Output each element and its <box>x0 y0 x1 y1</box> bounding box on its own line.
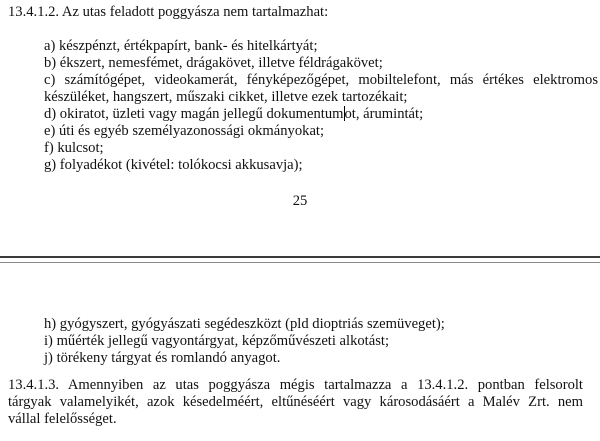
section-heading-13-4-1-2: 13.4.1.2. Az utas feladott poggyásza nem tartalmazhat: <box>8 4 329 20</box>
list-item-c-line-1: c) számítógépet, videokamerát, fényképezőgépet, mobiltelefont, más értékes elektromos <box>44 72 598 88</box>
section-13-4-1-3-line-1: 13.4.1.3. Amennyiben az utas poggyásza mégis tartalmazza a 13.4.1.2. pontban felsorolt <box>8 377 583 393</box>
document-page-bottom <box>0 263 600 441</box>
page-break-line-top <box>0 256 600 258</box>
list-item-e: e) úti és egyéb személyazonossági okmányokat; <box>44 123 325 139</box>
list-item-c-line-2: készüléket, hangszert, műszaki cikket, illetve ezek tartozékait; <box>44 89 408 105</box>
section-13-4-1-3-line-2: tárgyak valamelyikét, azok késedelméért, eltűnéséért vagy károsodásáért a Malév Zrt. nem <box>8 394 583 410</box>
list-item-a: a) készpénzt, értékpapírt, bank- és hitelkártyát; <box>44 38 318 54</box>
list-item-d-text-after-cursor: ot, árumintát; <box>344 106 424 122</box>
list-item-b: b) ékszert, nemesfémet, drágakövet, illetve féldrágakövet; <box>44 55 383 71</box>
list-item-f: f) kulcsot; <box>44 140 104 156</box>
list-item-d[interactable] <box>44 106 423 123</box>
list-item-j: j) törékeny tárgyat és romlandó anyagot. <box>44 350 281 366</box>
list-item-d-text-before-cursor: d) okiratot, üzleti vagy magán jellegű dokumentum <box>44 106 344 122</box>
list-item-i: i) műérték jellegű vagyontárgyat, képzőművészeti alkotást; <box>44 333 390 349</box>
page-number: 25 <box>292 193 308 209</box>
list-item-g: g) folyadékot (kivétel: tolókocsi akkusavja); <box>44 157 303 173</box>
list-item-h: h) gyógyszert, gyógyászati segédeszközt (pld dioptriás szemüveget); <box>44 316 445 332</box>
section-13-4-1-3-line-3: vállal felelősséget. <box>8 411 117 427</box>
